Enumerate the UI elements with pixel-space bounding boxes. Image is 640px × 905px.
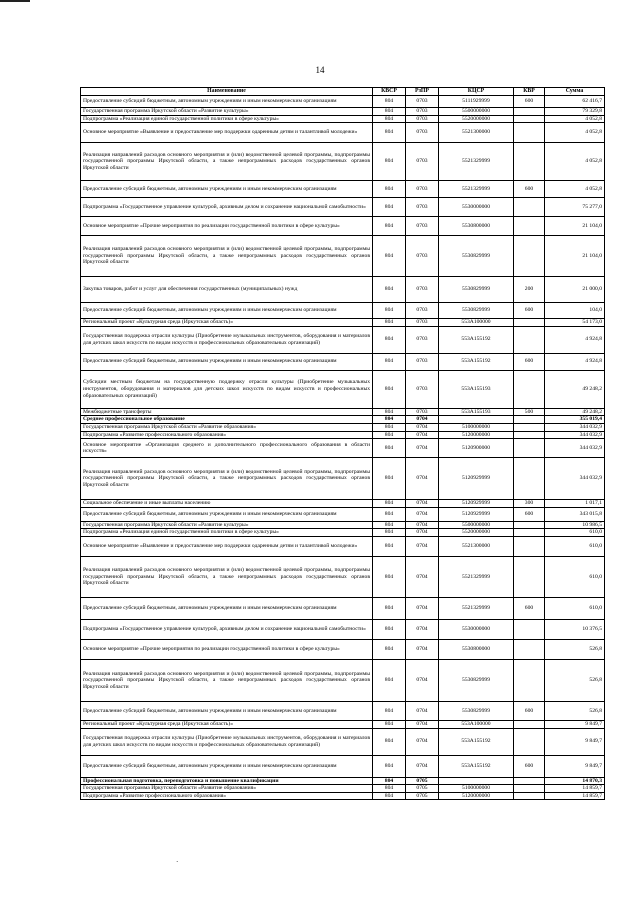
cell-kvsr: 804 xyxy=(373,597,406,619)
cell-name: Региональный проект «Культурная среда (Иркутская область)» xyxy=(81,720,373,728)
cell-rzpr: 0703 xyxy=(406,198,439,217)
table-row xyxy=(81,507,605,521)
cell-sum: 344 032,9 xyxy=(545,423,605,431)
cell-name: Предоставление субсидий бюджетным, автономным учреждениям и иным некоммерческим организациям xyxy=(81,303,373,319)
cell-kvsr: 804 xyxy=(373,556,406,597)
cell-rzpr: 0704 xyxy=(406,431,439,439)
table-row xyxy=(81,143,605,181)
cell-kvsr: 804 xyxy=(373,536,406,556)
table-row xyxy=(81,353,605,370)
cell-kvsr: 804 xyxy=(373,217,406,236)
cell-kvsr: 804 xyxy=(373,370,406,408)
cell-kvsr: 804 xyxy=(373,431,406,439)
cell-name: Подпрограмма «Развитие профессионального образования» xyxy=(81,792,373,800)
cell-kcsr: 553A155193 xyxy=(439,408,514,416)
cell-kvsr: 804 xyxy=(373,108,406,116)
table-row xyxy=(81,619,605,639)
scan-speck: · xyxy=(176,858,179,866)
cell-sum: 344 032,9 xyxy=(545,458,605,500)
cell-rzpr: 0704 xyxy=(406,529,439,537)
table-row xyxy=(81,458,605,500)
cell-kvr xyxy=(514,659,545,701)
table-header-row xyxy=(81,88,605,96)
cell-kvr: 600 xyxy=(514,181,545,198)
cell-kvr: 600 xyxy=(514,353,545,370)
cell-name: Государственная программа Иркутской области «Развитие образования» xyxy=(81,423,373,431)
cell-sum: 343 015,8 xyxy=(545,507,605,521)
cell-kcsr: 5120000000 xyxy=(439,431,514,439)
cell-kcsr: 5530829999 xyxy=(439,659,514,701)
cell-kvr xyxy=(514,720,545,728)
cell-name: Субсидии местным бюджетам на государственную поддержку отрасли культуры (Приобретение музыкальных инструментов, оборудования и материалов для детских школ искусств по видам искусств и профессиональных образовательных организаций) xyxy=(81,370,373,408)
table-row xyxy=(81,701,605,720)
cell-rzpr: 0703 xyxy=(406,326,439,353)
table-row xyxy=(81,556,605,597)
cell-sum: 526,8 xyxy=(545,659,605,701)
cell-sum: 1 017,1 xyxy=(545,500,605,508)
cell-sum: 9 849,7 xyxy=(545,755,605,777)
table-row xyxy=(81,370,605,408)
cell-rzpr: 0704 xyxy=(406,521,439,529)
cell-kcsr xyxy=(439,777,514,785)
cell-name: Профессиональная подготовка, переподготовка и повышение квалификации xyxy=(81,777,373,785)
cell-kvr xyxy=(514,439,545,458)
table-row xyxy=(81,181,605,198)
cell-kcsr: 553A100000 xyxy=(439,319,514,327)
header-name: Наименование xyxy=(81,88,373,96)
cell-name: Предоставление субсидий бюджетным, автономным учреждениям и иным некоммерческим организациям xyxy=(81,701,373,720)
cell-name: Государственная поддержка отрасли культуры (Приобретение музыкальных инструментов, оборудования и материалов для детских школ искусств по видам искусств и профессиональных образовательных организаций) xyxy=(81,728,373,755)
cell-name: Предоставление субсидий бюджетным, автономным учреждениям и иным некоммерческим организациям xyxy=(81,597,373,619)
cell-kvr: 200 xyxy=(514,277,545,303)
cell-sum: 9 849,7 xyxy=(545,720,605,728)
table-row xyxy=(81,728,605,755)
cell-kvsr: 804 xyxy=(373,198,406,217)
cell-kcsr: 5500000000 xyxy=(439,108,514,116)
page-number: 14 xyxy=(315,65,325,75)
cell-name: Среднее профессиональное образование xyxy=(81,416,373,424)
cell-sum: 14 859,7 xyxy=(545,792,605,800)
cell-kvr xyxy=(514,319,545,327)
cell-name: Региональный проект «Культурная среда (Иркутская область)» xyxy=(81,319,373,327)
cell-sum: 344 032,9 xyxy=(545,431,605,439)
cell-sum: 21 104,0 xyxy=(545,236,605,277)
cell-kcsr: 553A155192 xyxy=(439,755,514,777)
cell-kvsr: 804 xyxy=(373,792,406,800)
cell-kvr xyxy=(514,143,545,181)
cell-kvsr: 804 xyxy=(373,619,406,639)
cell-kvr xyxy=(514,521,545,529)
cell-rzpr: 0704 xyxy=(406,639,439,659)
cell-sum: 10 376,5 xyxy=(545,619,605,639)
cell-rzpr: 0704 xyxy=(406,701,439,720)
header-kcsr: КЦСР xyxy=(439,88,514,96)
cell-kvsr: 804 xyxy=(373,439,406,458)
cell-rzpr: 0703 xyxy=(406,353,439,370)
cell-sum: 62 416,7 xyxy=(545,96,605,108)
cell-rzpr: 0704 xyxy=(406,659,439,701)
table-row xyxy=(81,96,605,108)
cell-kvsr: 804 xyxy=(373,720,406,728)
cell-rzpr: 0705 xyxy=(406,792,439,800)
cell-sum: 9 849,7 xyxy=(545,728,605,755)
table-row xyxy=(81,217,605,236)
cell-kcsr xyxy=(439,416,514,424)
cell-sum: 526,8 xyxy=(545,639,605,659)
cell-sum: 610,0 xyxy=(545,529,605,537)
table-row xyxy=(81,521,605,529)
cell-rzpr: 0703 xyxy=(406,303,439,319)
header-sum: Сумма xyxy=(545,88,605,96)
cell-sum: 49 248,2 xyxy=(545,370,605,408)
cell-name: Реализация направлений расходов основного мероприятия и (или) ведомственной целевой программы, подпрограммы государственной программы Иркутской области, а также непрограммных расходов государственных органов Иркутской области xyxy=(81,236,373,277)
table-row xyxy=(81,792,605,800)
cell-kvr xyxy=(514,123,545,143)
cell-name: Реализация направлений расходов основного мероприятия и (или) ведомственной целевой программы, подпрограммы государственной программы Иркутской области, а также непрограммных расходов государственных органов Иркутской области xyxy=(81,143,373,181)
cell-kvr xyxy=(514,619,545,639)
cell-sum: 54 173,0 xyxy=(545,319,605,327)
cell-sum: 344 032,9 xyxy=(545,439,605,458)
cell-kvr: 600 xyxy=(514,701,545,720)
cell-sum: 526,8 xyxy=(545,701,605,720)
table-row xyxy=(81,431,605,439)
cell-kcsr: 5120929999 xyxy=(439,500,514,508)
cell-kvr xyxy=(514,115,545,123)
cell-sum: 355 019,4 xyxy=(545,416,605,424)
cell-sum: 610,0 xyxy=(545,556,605,597)
cell-rzpr: 0704 xyxy=(406,720,439,728)
cell-name: Подпрограмма «Государственное управление культурой, архивным делом и сохранение национальной самобытности» xyxy=(81,619,373,639)
cell-kcsr: 5530829999 xyxy=(439,303,514,319)
cell-kvr: 600 xyxy=(514,507,545,521)
table-row xyxy=(81,659,605,701)
cell-name: Основное мероприятие «Организация среднего и дополнительного профессионального образования в области искусств» xyxy=(81,439,373,458)
cell-kvsr: 804 xyxy=(373,416,406,424)
cell-rzpr: 0704 xyxy=(406,619,439,639)
header-kvr: КВР xyxy=(514,88,545,96)
cell-rzpr: 0704 xyxy=(406,507,439,521)
table-row xyxy=(81,439,605,458)
cell-sum: 49 248,2 xyxy=(545,408,605,416)
header-kvsr: КВСР xyxy=(373,88,406,96)
cell-kvsr: 804 xyxy=(373,755,406,777)
cell-name: Подпрограмма «Государственное управление культурой, архивным делом и сохранение национальной самобытности» xyxy=(81,198,373,217)
cell-sum: 21 104,0 xyxy=(545,217,605,236)
table-row xyxy=(81,326,605,353)
cell-name: Закупка товаров, работ и услуг для обеспечения государственных (муниципальных) нужд xyxy=(81,277,373,303)
cell-sum: 14 870,3 xyxy=(545,777,605,785)
cell-kvsr: 804 xyxy=(373,728,406,755)
cell-rzpr: 0704 xyxy=(406,536,439,556)
cell-kvr xyxy=(514,431,545,439)
cell-kvsr: 804 xyxy=(373,319,406,327)
cell-name: Межбюджетные трансферты xyxy=(81,408,373,416)
cell-kcsr: 5100000000 xyxy=(439,785,514,793)
cell-kvr xyxy=(514,326,545,353)
table-row xyxy=(81,536,605,556)
cell-name: Основное мероприятие «Прочие мероприятия по реализации государственной политики в сфере культуры» xyxy=(81,217,373,236)
cell-name: Предоставление субсидий бюджетным, автономным учреждениям и иным некоммерческим организациям xyxy=(81,353,373,370)
cell-kcsr: 5120900000 xyxy=(439,439,514,458)
cell-kcsr: 5530829999 xyxy=(439,701,514,720)
cell-sum: 10 986,5 xyxy=(545,521,605,529)
cell-sum: 79 329,8 xyxy=(545,108,605,116)
cell-kcsr: 553A155192 xyxy=(439,326,514,353)
cell-kcsr: 553A155192 xyxy=(439,353,514,370)
cell-name: Предоставление субсидий бюджетным, автономным учреждениям и иным некоммерческим организациям xyxy=(81,181,373,198)
cell-name: Социальное обеспечение и иные выплаты населению xyxy=(81,500,373,508)
cell-kvsr: 804 xyxy=(373,115,406,123)
cell-kvr: 600 xyxy=(514,597,545,619)
cell-rzpr: 0703 xyxy=(406,370,439,408)
cell-kcsr: 5500000000 xyxy=(439,521,514,529)
table-row xyxy=(81,597,605,619)
cell-kvr xyxy=(514,792,545,800)
cell-sum: 4 052,8 xyxy=(545,143,605,181)
cell-kvsr: 804 xyxy=(373,785,406,793)
cell-kvr xyxy=(514,236,545,277)
cell-rzpr: 0703 xyxy=(406,236,439,277)
cell-kcsr: 553A155193 xyxy=(439,370,514,408)
cell-kvsr: 804 xyxy=(373,277,406,303)
cell-kvr xyxy=(514,198,545,217)
cell-rzpr: 0703 xyxy=(406,277,439,303)
cell-kcsr: 5111929999 xyxy=(439,96,514,108)
cell-kvsr: 804 xyxy=(373,500,406,508)
cell-name: Подпрограмма «Развитие профессионального образования» xyxy=(81,431,373,439)
cell-kvsr: 804 xyxy=(373,507,406,521)
cell-kvsr: 804 xyxy=(373,777,406,785)
cell-kvr: 300 xyxy=(514,500,545,508)
cell-kvr xyxy=(514,536,545,556)
cell-kvr xyxy=(514,423,545,431)
cell-kvsr: 804 xyxy=(373,458,406,500)
table-row xyxy=(81,303,605,319)
cell-kcsr: 5521329999 xyxy=(439,143,514,181)
table-row xyxy=(81,639,605,659)
cell-kvr xyxy=(514,529,545,537)
cell-kcsr: 5530000000 xyxy=(439,198,514,217)
cell-sum: 610,0 xyxy=(545,536,605,556)
cell-name: Предоставление субсидий бюджетным, автономным учреждениям и иным некоммерческим организациям xyxy=(81,96,373,108)
table-row xyxy=(81,123,605,143)
cell-rzpr: 0703 xyxy=(406,123,439,143)
cell-rzpr: 0704 xyxy=(406,500,439,508)
table-row xyxy=(81,529,605,537)
table-row xyxy=(81,423,605,431)
cell-kvr xyxy=(514,728,545,755)
cell-kvsr: 804 xyxy=(373,408,406,416)
cell-kvsr: 804 xyxy=(373,123,406,143)
table-row xyxy=(81,319,605,327)
cell-kvr xyxy=(514,556,545,597)
cell-kcsr: 5521329999 xyxy=(439,181,514,198)
cell-name: Государственная программа Иркутской области «Развитие образования» xyxy=(81,785,373,793)
cell-rzpr: 0703 xyxy=(406,96,439,108)
cell-rzpr: 0704 xyxy=(406,439,439,458)
table-row xyxy=(81,785,605,793)
table-row xyxy=(81,108,605,116)
cell-sum: 14 859,7 xyxy=(545,785,605,793)
table-row xyxy=(81,408,605,416)
cell-kvsr: 804 xyxy=(373,236,406,277)
cell-kcsr: 5120929999 xyxy=(439,458,514,500)
cell-rzpr: 0703 xyxy=(406,181,439,198)
cell-name: Реализация направлений расходов основного мероприятия и (или) ведомственной целевой программы, подпрограммы государственной программы Иркутской области, а также непрограммных расходов государственных органов Иркутской области xyxy=(81,458,373,500)
cell-kvsr: 804 xyxy=(373,659,406,701)
table-row xyxy=(81,115,605,123)
cell-kvsr: 804 xyxy=(373,423,406,431)
cell-kcsr: 5521329999 xyxy=(439,556,514,597)
cell-kvsr: 804 xyxy=(373,701,406,720)
cell-kvr xyxy=(514,458,545,500)
cell-kcsr: 5530829999 xyxy=(439,277,514,303)
cell-kvr: 600 xyxy=(514,755,545,777)
cell-sum: 4 924,8 xyxy=(545,353,605,370)
cell-sum: 4 052,8 xyxy=(545,115,605,123)
scan-corner-mark xyxy=(0,0,30,2)
cell-kvr xyxy=(514,217,545,236)
cell-kvsr: 804 xyxy=(373,521,406,529)
cell-rzpr: 0705 xyxy=(406,777,439,785)
cell-name: Основное мероприятие «Прочие мероприятия по реализации государственной политики в сфере культуры» xyxy=(81,639,373,659)
cell-kcsr: 5100000000 xyxy=(439,423,514,431)
cell-kvr: 600 xyxy=(514,96,545,108)
cell-kcsr: 5530829999 xyxy=(439,236,514,277)
table-row xyxy=(81,198,605,217)
cell-rzpr: 0703 xyxy=(406,217,439,236)
cell-kvsr: 804 xyxy=(373,181,406,198)
cell-kvsr: 804 xyxy=(373,143,406,181)
cell-kcsr: 5530000000 xyxy=(439,619,514,639)
cell-rzpr: 0703 xyxy=(406,143,439,181)
table-body xyxy=(81,96,605,800)
table-row xyxy=(81,500,605,508)
cell-sum: 4 052,8 xyxy=(545,123,605,143)
cell-name: Государственная поддержка отрасли культуры (Приобретение музыкальных инструментов, оборудования и материалов для детских школ искусств по видам искусств и профессиональных образовательных организаций) xyxy=(81,326,373,353)
cell-name: Реализация направлений расходов основного мероприятия и (или) ведомственной целевой программы, подпрограммы государственной программы Иркутской области, а также непрограммных расходов государственных органов Иркутской области xyxy=(81,556,373,597)
cell-kcsr: 5530800000 xyxy=(439,639,514,659)
cell-sum: 104,0 xyxy=(545,303,605,319)
header-rzpr: РзПР xyxy=(406,88,439,96)
cell-rzpr: 0703 xyxy=(406,319,439,327)
cell-rzpr: 0704 xyxy=(406,597,439,619)
cell-name: Подпрограмма «Реализация единой государственной политики в сфере культуры» xyxy=(81,115,373,123)
cell-kvsr: 804 xyxy=(373,326,406,353)
cell-kvsr: 804 xyxy=(373,639,406,659)
cell-name: Государственная программа Иркутской области «Развитие культуры» xyxy=(81,108,373,116)
cell-rzpr: 0704 xyxy=(406,416,439,424)
cell-rzpr: 0703 xyxy=(406,408,439,416)
cell-rzpr: 0704 xyxy=(406,423,439,431)
cell-rzpr: 0704 xyxy=(406,458,439,500)
cell-name: Основное мероприятие «Выявление и предоставление мер поддержки одаренным детям и талантливой молодежи» xyxy=(81,123,373,143)
cell-rzpr: 0704 xyxy=(406,755,439,777)
table-row xyxy=(81,416,605,424)
cell-rzpr: 0704 xyxy=(406,728,439,755)
cell-name: Подпрограмма «Реализация единой государственной политики в сфере культуры» xyxy=(81,529,373,537)
cell-kcsr: 5120929999 xyxy=(439,507,514,521)
cell-kcsr: 553A155192 xyxy=(439,728,514,755)
table-row xyxy=(81,777,605,785)
cell-kcsr: 5530800000 xyxy=(439,217,514,236)
cell-kvr xyxy=(514,108,545,116)
cell-name: Предоставление субсидий бюджетным, автономным учреждениям и иным некоммерческим организациям xyxy=(81,755,373,777)
cell-kcsr: 553A100000 xyxy=(439,720,514,728)
cell-kcsr: 5520000000 xyxy=(439,115,514,123)
cell-kvr xyxy=(514,416,545,424)
cell-sum: 75 277,0 xyxy=(545,198,605,217)
cell-kcsr: 5521300000 xyxy=(439,123,514,143)
cell-kcsr: 5521300000 xyxy=(439,536,514,556)
table-row xyxy=(81,236,605,277)
cell-name: Основное мероприятие «Выявление и предоставление мер поддержки одаренным детям и талантливой молодежи» xyxy=(81,536,373,556)
cell-kvsr: 804 xyxy=(373,529,406,537)
cell-rzpr: 0703 xyxy=(406,115,439,123)
cell-kvr xyxy=(514,370,545,408)
table-row xyxy=(81,755,605,777)
cell-sum: 610,0 xyxy=(545,597,605,619)
cell-kvr: 500 xyxy=(514,408,545,416)
cell-kvsr: 804 xyxy=(373,303,406,319)
table-row xyxy=(81,277,605,303)
cell-kvr: 600 xyxy=(514,303,545,319)
cell-kcsr: 5120000000 xyxy=(439,792,514,800)
cell-rzpr: 0705 xyxy=(406,785,439,793)
table-row xyxy=(81,720,605,728)
cell-rzpr: 0703 xyxy=(406,108,439,116)
cell-name: Реализация направлений расходов основного мероприятия и (или) ведомственной целевой программы, подпрограммы государственной программы Иркутской области, а также непрограммных расходов государственных органов Иркутской области xyxy=(81,659,373,701)
cell-kvr xyxy=(514,639,545,659)
cell-kvsr: 804 xyxy=(373,96,406,108)
cell-kcsr: 5521329999 xyxy=(439,597,514,619)
cell-sum: 4 052,8 xyxy=(545,181,605,198)
cell-kcsr: 5520000000 xyxy=(439,529,514,537)
cell-kvr xyxy=(514,785,545,793)
cell-sum: 4 924,8 xyxy=(545,326,605,353)
cell-kvr xyxy=(514,777,545,785)
cell-rzpr: 0704 xyxy=(406,556,439,597)
cell-sum: 21 000,0 xyxy=(545,277,605,303)
cell-name: Государственная программа Иркутской области «Развитие культуры» xyxy=(81,521,373,529)
budget-table xyxy=(80,87,605,800)
cell-name: Предоставление субсидий бюджетным, автономным учреждениям и иным некоммерческим организациям xyxy=(81,507,373,521)
cell-kvsr: 804 xyxy=(373,353,406,370)
